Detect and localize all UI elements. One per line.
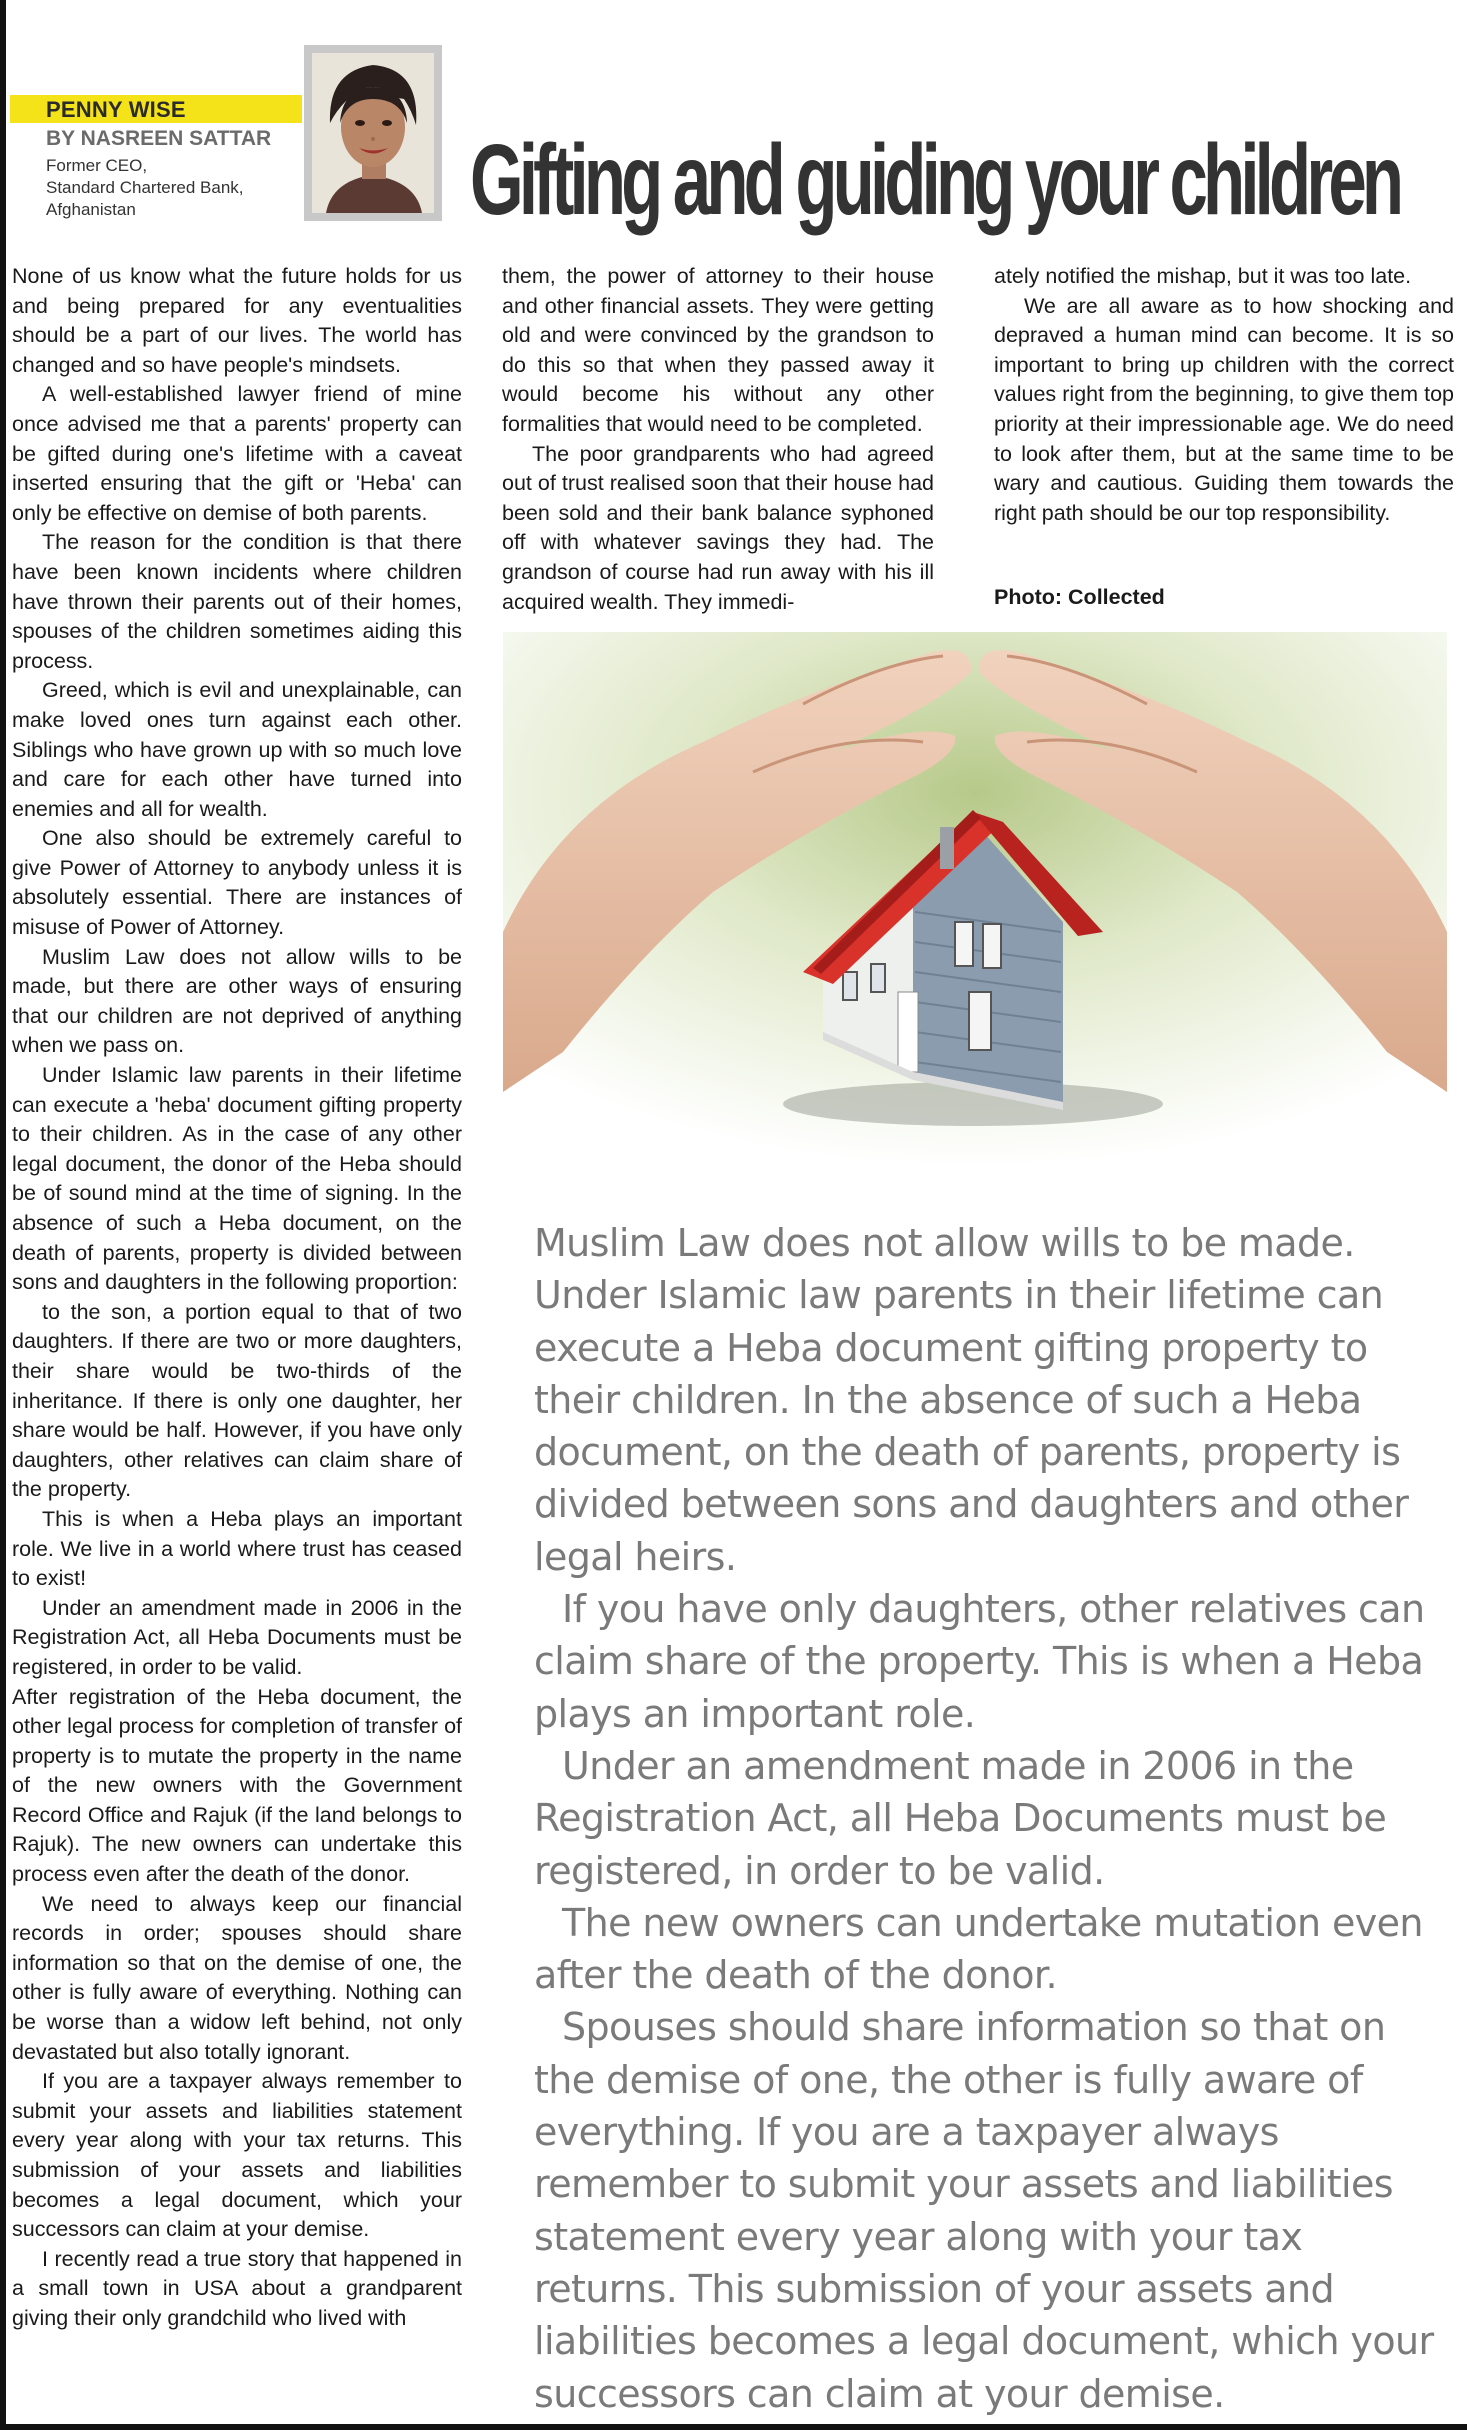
bottom-border <box>0 2424 1467 2430</box>
article-column-1 <box>12 262 462 2334</box>
byline: BY NASREEN SATTAR <box>46 127 272 150</box>
paragraph: After registration of the Heba document, the other legal process for completion of transfer of property is to mutate the property in the name of the new owners with the Government Record Office and Rajuk (if the land belongs to Rajuk). The new owners can undertake this process even after the death of the donor. <box>12 1684 462 1887</box>
paragraph: them, the power of attorney to their house and other financial assets. They were getting old and were convinced by the grandson to do this so that when they passed away it would become his without any other formalities that would need to be completed. <box>502 264 934 436</box>
paragraph: Greed, which is evil and unexplainable, can make loved ones turn against each other. Siblings who have grown up with so much love and care for each other have turned into enemies and all for wealth. <box>12 678 462 821</box>
paragraph: I recently read a true story that happened in a small town in USA about a grandparent giving their only grandchild who lived with <box>12 2246 462 2330</box>
paragraph: ately notified the mishap, but it was too late. <box>994 264 1412 288</box>
column-tag <box>10 95 302 123</box>
pull-quote-paragraph: Muslim Law does not allow wills to be made. Under Islamic law parents in their lifetime can execute a Heba document gifting property to their children. In the absence of such a Heba document, on the death of parents, property is divided between sons and daughters and other legal heirs. <box>534 1221 1409 1579</box>
paragraph: This is when a Heba plays an important role. We live in a world where trust has ceased to exist! <box>12 1506 462 1591</box>
pull-quote-paragraph: The new owners can undertake mutation even after the death of the donor. <box>534 1900 1423 1998</box>
article-column-3 <box>994 262 1454 528</box>
column-name: PENNY WISE <box>46 97 186 122</box>
author-photo-image <box>312 53 434 213</box>
paragraph: None of us know what the future holds for us and being prepared for any eventualities should be a part of our lives. The world has changed and so have people's mindsets. <box>12 264 462 377</box>
pull-quote-paragraph: If you have only daughters, other relatives can claim share of the property. This is when a Heba plays an important role. <box>534 1587 1425 1736</box>
headline: Gifting and guiding your children <box>470 124 1400 236</box>
author-title-line: Former CEO, <box>46 156 148 175</box>
paragraph: One also should be extremely careful to give Power of Attorney to anybody unless it is absolutely essential. There are instances of misuse of Power of Attorney. <box>12 826 462 940</box>
paragraph: Muslim Law does not allow wills to be made, but there are other ways of ensuring that our children are not deprived of anything when we pass on. <box>12 944 462 1058</box>
paragraph: A well-established lawyer friend of mine once advised me that a parents' property can be gifted during one's lifetime with a caveat inserted ensuring that the gift or 'Heba' can only be effective on demise of both parents. <box>12 382 462 525</box>
paragraph: We need to always keep our financial records in order; spouses should share information so that on the demise of one, the other is fully aware of everything. Nothing can be worse than a widow left behind, not only devastated but also totally ignorant. <box>12 1891 462 2064</box>
author-title <box>46 155 306 221</box>
left-border <box>0 0 6 2430</box>
paragraph: The reason for the condition is that there have been known incidents where children have thrown their parents out of their homes, spouses of the children sometimes aiding this process. <box>12 530 462 673</box>
house-illustration <box>503 632 1447 1167</box>
pull-quote-paragraph: Under an amendment made in 2006 in the Registration Act, all Heba Documents must be registered, in order to be valid. <box>534 1743 1387 1893</box>
paragraph: to the son, a portion equal to that of two daughters. If there are two or more daughters, their share would be two-thirds of the inheritance. If there is only one daughter, her share would be half. However, if you have only daughters, other relatives can claim share of the property. <box>12 1299 462 1502</box>
pull-quote <box>534 1217 1444 2420</box>
paragraph: If you are a taxpayer always remember to submit your assets and liabilities statement every year along with your tax returns. This submission of your assets and liabilities becomes a legal document, which your successors can claim at your demise. <box>12 2069 462 2242</box>
paragraph: We are all aware as to how shocking and depraved a human mind can become. It is so important to bring up children with the correct values right from the beginning, to give them top priority at their impressionable age. We do need to look after them, but at the same time to be wary and cautious. Guiding them towards the right path should be our top responsibility. <box>994 293 1454 525</box>
paragraph: The poor grandparents who had agreed out of trust realised soon that their house had been sold and their bank balance syphoned off with whatever savings they had. The grandson of course had run away with his ill acquired wealth. They immedi- <box>502 441 934 614</box>
photo-credit: Photo: Collected <box>994 585 1165 609</box>
paragraph: Under Islamic law parents in their lifetime can execute a 'heba' document gifting property to their children. As in the case of any other legal document, the donor of the Heba should be of sound mind at the time of signing. In the absence of such a Heba document, on the death of parents, property is divided between sons and daughters in the following proportion: <box>12 1063 462 1295</box>
author-portrait <box>304 45 442 221</box>
hands-house-photo <box>503 632 1447 1167</box>
paragraph: Under an amendment made in 2006 in the Registration Act, all Heba Documents must be registered, in order to be valid. <box>12 1595 462 1679</box>
article-column-2 <box>502 262 934 617</box>
author-title-line: Standard Chartered Bank, <box>46 178 244 197</box>
pull-quote-paragraph: Spouses should share information so that on the demise of one, the other is fully aware of everything. If you are a taxpayer always remember to submit your assets and liabilities statement every year along with your tax returns. This submission of your assets and liabilities becomes a legal document, which your successors can claim at your demise. <box>534 2005 1434 2416</box>
author-title-line: Afghanistan <box>46 200 136 219</box>
